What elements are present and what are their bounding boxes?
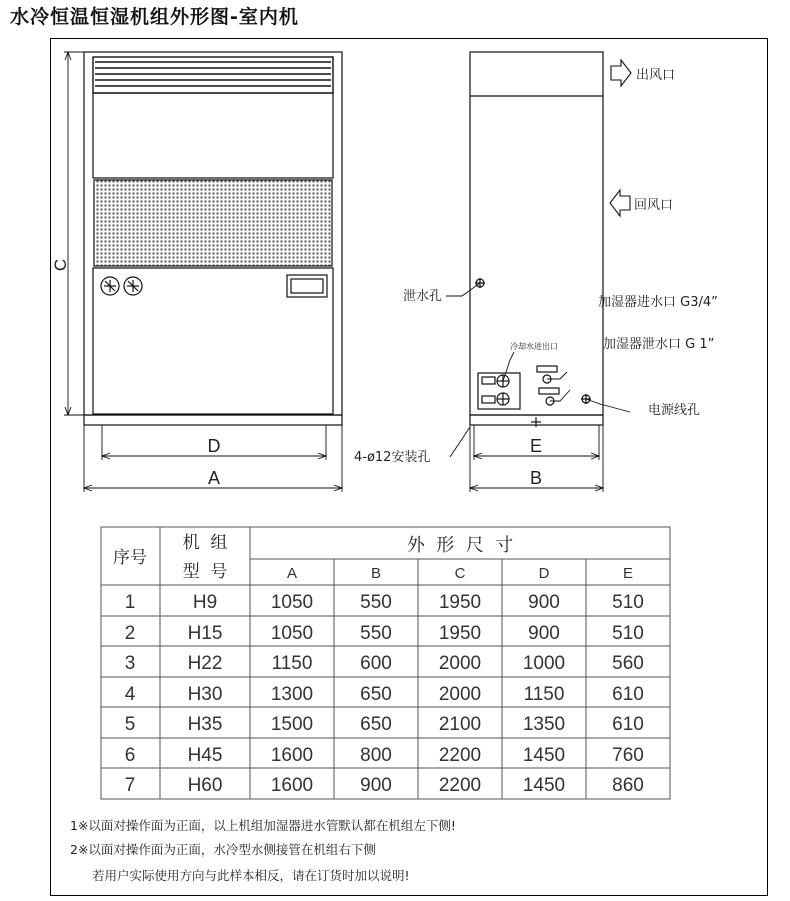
table-cell: 760 (612, 745, 644, 766)
table-cell: 1500 (270, 714, 314, 735)
table-cell: H45 (187, 745, 223, 766)
table-cell: 550 (360, 592, 392, 613)
cooling-tag-2 (482, 396, 495, 403)
table-row (125, 714, 644, 735)
page-title: 水冷恒温恒湿机组外形图-室内机 (10, 6, 299, 28)
cooling-water-label: 冷却水进出口 (510, 342, 558, 351)
table-cell: H35 (187, 714, 223, 735)
table-cell: 510 (612, 592, 644, 613)
table-cell: 1950 (438, 592, 482, 613)
table-cell: 610 (612, 714, 644, 735)
front-base (84, 415, 342, 425)
table-cell: H22 (187, 653, 223, 674)
table-cell: 7 (124, 775, 136, 796)
table-cell: 1600 (270, 745, 314, 766)
table-cell: 2 (124, 623, 136, 644)
dim-a-label: A (207, 468, 221, 488)
sub-header-a: A (286, 565, 298, 582)
table-cell: 1150 (271, 653, 313, 674)
table-cell: 2200 (438, 745, 482, 766)
table-row (125, 684, 644, 705)
table-row (125, 592, 644, 613)
lower-panel (93, 268, 333, 414)
control-display-inner (291, 279, 323, 293)
table-row (125, 745, 644, 766)
table-cell: 600 (360, 653, 392, 674)
humidifier-inlet-tag (537, 366, 557, 372)
dim-d-label: D (207, 436, 221, 456)
table-cell: 3 (124, 653, 136, 674)
note-1: 1※以面对操作面为正面，以上机组加湿器进水管默认都在机组左下侧! (70, 818, 456, 833)
table-cell: 2200 (438, 775, 482, 796)
table-cell: 1150 (523, 684, 565, 705)
humidifier-drain-tag (539, 388, 559, 394)
side-view (470, 52, 603, 427)
table-cell: 1 (124, 592, 136, 613)
table-cell: 900 (360, 775, 392, 796)
front-view (84, 52, 342, 425)
table-cell: 1450 (522, 745, 566, 766)
table-cell: 900 (528, 623, 560, 644)
table-cell: 6 (124, 745, 136, 766)
dimension-table (113, 533, 644, 796)
outlet-arrow-icon (611, 60, 631, 86)
upper-panel (93, 93, 333, 178)
cooling-tag-1 (482, 377, 495, 384)
cooling-water-outlet-icon (497, 393, 509, 405)
table-row (125, 623, 644, 644)
table-cell: 2000 (438, 684, 482, 705)
table-cell: 1050 (270, 592, 314, 613)
sub-header-b: B (370, 565, 382, 582)
humidifier-inlet-label: 加湿器进水口 G3/4” (598, 295, 718, 310)
table-row (125, 775, 644, 796)
table-cell: 1050 (270, 623, 314, 644)
pressure-gauge-left (101, 277, 119, 295)
table-cell: 1000 (522, 653, 566, 674)
front-dimensions (64, 52, 342, 492)
table-cell: 550 (360, 623, 392, 644)
table-cell: 1350 (522, 714, 566, 735)
table-cell: 1950 (438, 623, 482, 644)
table-cell: H30 (187, 684, 223, 705)
table-cell: 650 (360, 714, 392, 735)
note-3: 若用户实际使用方向与此样本相反，请在订货时加以说明! (92, 868, 410, 883)
table-cell: 4 (124, 684, 136, 705)
return-grille (94, 180, 332, 266)
control-display (287, 275, 327, 297)
dim-b-label: B (529, 468, 543, 488)
table-cell: 1300 (270, 684, 314, 705)
col-no-header: 序号 (113, 548, 147, 568)
humidifier-drain-label: 加湿器泄水口 G 1” (603, 337, 715, 352)
col-model-header-1: 机 组 (182, 533, 228, 553)
table-cell: 800 (360, 745, 392, 766)
sub-headers (287, 565, 633, 582)
table-rows (125, 592, 644, 796)
table-cell: 560 (612, 653, 644, 674)
sub-header-c: C (454, 565, 466, 582)
side-cabinet (470, 52, 603, 415)
table-cell: 860 (612, 775, 644, 796)
table-row (125, 653, 644, 674)
table-cell: 900 (528, 592, 560, 613)
table-cell: H15 (187, 623, 223, 644)
table-cell: 2100 (438, 714, 482, 735)
table-cell: 1450 (522, 775, 566, 796)
power-hole-label: 电源线孔 (648, 403, 701, 418)
note-2: 2※以面对操作面为正面，水冷型水侧接管在机组右下侧 (70, 842, 376, 857)
drain-hole-label: 泄水孔 (403, 289, 443, 304)
dim-c-label: C (51, 258, 70, 272)
dim-e-label: E (529, 436, 543, 456)
table-cell: 650 (360, 684, 392, 705)
table-cell: 2000 (438, 653, 482, 674)
sub-header-d: D (538, 565, 550, 582)
table-cell: 5 (124, 714, 136, 735)
mount-holes-label: 4-ø12安装孔 (354, 450, 431, 465)
col-dims-header: 外 形 尺 寸 (406, 535, 514, 556)
table-cell: 610 (612, 684, 644, 705)
sub-header-e: E (622, 565, 634, 582)
table-cell: H60 (187, 775, 223, 796)
table-cell: 510 (612, 623, 644, 644)
col-model-header-2: 型 号 (182, 562, 228, 582)
pressure-gauge-right (124, 277, 142, 295)
return-label: 回风口 (634, 198, 674, 213)
top-louvers (93, 57, 333, 93)
return-arrow-icon (610, 190, 630, 216)
outlet-label: 出风口 (636, 68, 676, 83)
table-cell: H9 (192, 592, 218, 613)
table-cell: 1600 (270, 775, 314, 796)
